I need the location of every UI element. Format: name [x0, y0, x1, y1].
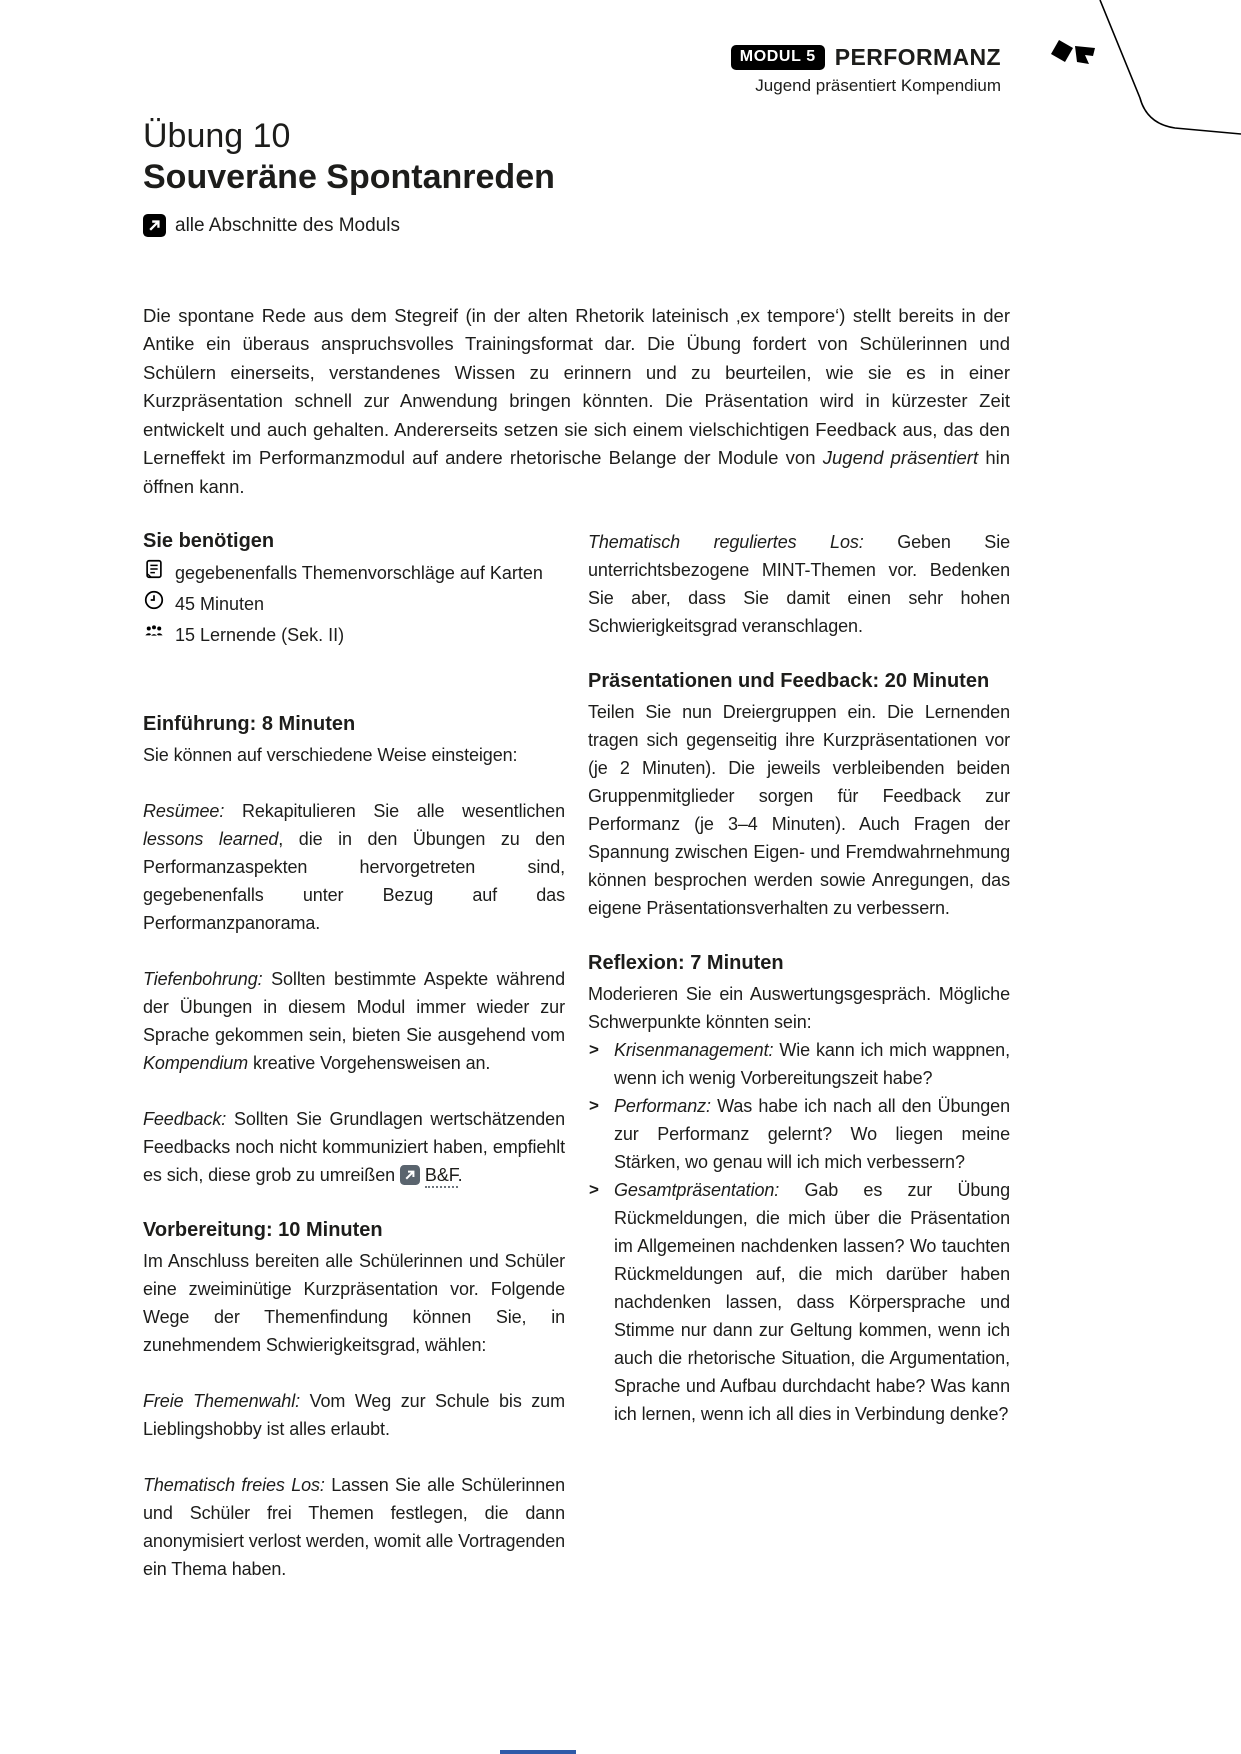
bullet-lead: Performanz:	[614, 1096, 711, 1116]
jugend-praesentiert-logo-icon	[1051, 40, 1095, 64]
resumee-text-end: , die in den Übungen zu den Performanzaspekten hervorgetreten sind, gegebenenfalls unter Bezug auf das Performanzpanorama.	[143, 829, 565, 933]
thematisch-reguliertes-los-text: Geben Sie unterrichtsbezogene MINT-Themen vor. Bedenken Sie aber, dass Sie damit einen sehr hohen Schwierigkeitsgrad veranschlagen.	[588, 532, 1010, 636]
tiefenbohrung-lead: Tiefenbohrung:	[143, 969, 263, 989]
einfuehrung-section	[143, 711, 565, 1189]
page-title	[143, 116, 555, 198]
reflexion-heading: Reflexion: 7 Minuten	[588, 952, 784, 974]
requirements-section	[143, 528, 565, 651]
arrow-up-right-icon	[400, 1165, 420, 1185]
resumee-italic-term: lessons learned	[143, 829, 279, 849]
chevron-bullet-icon: >	[589, 1040, 599, 1059]
requirement-item	[143, 620, 565, 651]
module-title: PERFORMANZ	[834, 44, 1001, 70]
intro-paragraph	[143, 302, 1010, 502]
resumee-lead: Resümee:	[143, 801, 225, 821]
header-subtitle: Jugend präsentiert Kompendium	[755, 76, 1001, 95]
praesentationen-body: Teilen Sie nun Dreiergruppen ein. Die Lernenden tragen sich gegenseitig ihre Kurzpräsentationen vor (je 2 Minuten). Die jeweils verbleibenden beiden Gruppenmitglieder sorgen für Feedback zur Performanz (je 3–4 Minuten). Auch Fragen der Spannung zwischen Eigen- und Fremdwahrnehmung können besprochen werden sowie Anregungen, das eigene Präsentationsverhalten zu verbessern.	[588, 702, 1010, 918]
arrow-up-right-icon	[143, 214, 166, 237]
left-column	[143, 528, 565, 1611]
requirement-label: gegebenenfalls Themenvorschläge auf Karten	[175, 563, 543, 583]
intro-italic-term: Jugend präsentiert	[822, 447, 979, 468]
requirement-label: 15 Lernende (Sek. II)	[175, 625, 345, 645]
reflexion-bullet-list	[588, 1036, 1010, 1428]
bullet-text: Gab es zur Übung Rückmeldungen, die mich über die Präsentation im Allgemeinen nachdenken lassen? Wo tauchten Rückmeldungen auf, die mich darüber haben nachdenken lassen, dass Körpersprache und Stimme nur dann zur Geltung kommen, wenn ich auch die rhetorische Situation, die Argumentation, Sprache und Aufbau durchdacht habe? Was kann ich lernen, wenn ich all dies in Verbindung denke?	[614, 1180, 1010, 1424]
vorbereitung-heading: Vorbereitung: 10 Minuten	[143, 1219, 383, 1241]
page-header	[731, 44, 1001, 96]
feedback-text-end: .	[457, 1165, 463, 1185]
requirements-heading: Sie benötigen	[143, 530, 275, 552]
feedback-paragraph	[143, 1105, 565, 1189]
thematisch-reguliertes-los-lead: Thematisch reguliertes Los:	[588, 532, 864, 552]
praesentationen-heading: Präsentationen und Feedback: 20 Minuten	[588, 670, 990, 692]
group-icon	[143, 620, 165, 651]
praesentationen-section	[588, 668, 1010, 922]
bullet-text: Was habe ich nach all den Übungen zur Performanz gelernt? Wo liegen meine Stärken, wo genau will ich mich verbessern?	[614, 1096, 1010, 1172]
chevron-bullet-icon: >	[589, 1180, 599, 1199]
bullet-text: Wie kann ich mich wappnen, wenn ich wenig Vorbereitungszeit habe?	[614, 1040, 1010, 1088]
reflexion-intro: Moderieren Sie ein Auswertungsgespräch. Mögliche Schwerpunkte könnten sein:	[588, 984, 1010, 1032]
content-columns	[143, 528, 1010, 1611]
requirement-item	[143, 589, 565, 620]
tiefenbohrung-paragraph	[143, 965, 565, 1077]
requirement-label: 45 Minuten	[175, 594, 265, 614]
vorbereitung-section	[143, 1217, 565, 1583]
einfuehrung-heading: Einführung: 8 Minuten	[143, 713, 356, 735]
feedback-text: Sollten Sie Grundlagen wertschätzenden Feedbacks noch nicht kommuniziert haben, empfiehlt es sich, diese grob zu umreißen	[143, 1109, 565, 1185]
vorbereitung-body: Im Anschluss bereiten alle Schülerinnen und Schüler eine zweiminütige Kurzpräsentation vor. Folgende Wege der Themenfindung können Sie, in zunehmendem Schwierigkeitsgrad, wählen:	[143, 1251, 565, 1355]
page-footer-mark	[500, 1750, 576, 1754]
intro-text-end: hin öffnen kann.	[143, 447, 1011, 497]
reflexion-section	[588, 950, 1010, 1428]
bf-link-label: B&F	[425, 1165, 458, 1188]
bf-link[interactable]	[400, 1165, 458, 1185]
clock-icon	[143, 589, 165, 620]
intro-text: Die spontane Rede aus dem Stegreif (in der alten Rhetorik lateinisch ‚ex tempore‘) stellt bereits in der Antike ein überaus anspruchsvolles Trainingsformat dar. Die Übung fordert von Schülerinnen und Schülern einerseits, verstandenes Wissen zu erinnern und zu beurteilen, wie sie es in einer Kurzpräsentation schnell zur Anwendung bringen könnten. Die Präsentation wird in kürzester Zeit entwickelt und auch gehalten. Andererseits setzen sie sich einem vielschichtigen Feedback aus, das den Lerneffekt im Performanzmodul auf andere rhetorische Belange der Module von	[143, 304, 1010, 468]
resumee-text: Rekapitulieren Sie alle wesentlichen	[224, 801, 565, 821]
einfuehrung-intro-line: Sie können auf verschiedene Weise einsteigen:	[143, 745, 518, 765]
module-sections-link-label: alle Abschnitte des Moduls	[175, 214, 400, 236]
reflexion-bullet	[588, 1176, 1010, 1428]
module-badge: MODUL 5	[731, 45, 825, 70]
exercise-name: Souveräne Spontanreden	[143, 158, 555, 196]
tiefenbohrung-italic-term: Kompendium	[143, 1053, 249, 1073]
module-header-row	[731, 44, 1001, 71]
module-sections-link[interactable]	[143, 214, 400, 237]
freie-themenwahl-lead: Freie Themenwahl:	[143, 1391, 301, 1411]
right-column	[588, 528, 1010, 1611]
bullet-lead: Krisenmanagement:	[614, 1040, 774, 1060]
resumee-paragraph	[143, 797, 565, 937]
reflexion-bullet	[588, 1092, 1010, 1176]
tiefenbohrung-text-end: kreative Vorgehensweisen an.	[248, 1053, 491, 1073]
thematisch-reguliertes-los-paragraph	[588, 528, 1010, 640]
reflexion-bullet	[588, 1036, 1010, 1092]
thematisch-freies-los-paragraph	[143, 1471, 565, 1583]
exercise-number: Übung 10	[143, 117, 291, 155]
thematisch-freies-los-text: Lassen Sie alle Schülerinnen und Schüler frei Themen festlegen, die dann anonymisiert verlost werden, womit alle Vortragenden ein Thema haben.	[143, 1475, 566, 1579]
chevron-bullet-icon: >	[589, 1096, 599, 1115]
freie-themenwahl-paragraph	[143, 1387, 565, 1443]
tiefenbohrung-text: Sollten bestimmte Aspekte während der Übungen in diesem Modul immer wieder zur Sprache gekommen sein, bieten Sie ausgehend vom	[143, 969, 565, 1045]
freie-themenwahl-text: Vom Weg zur Schule bis zum Lieblingshobby ist alles erlaubt.	[143, 1391, 565, 1439]
cards-icon	[143, 558, 165, 589]
corner-decoration	[991, 0, 1241, 140]
bullet-lead: Gesamtpräsentation:	[614, 1180, 780, 1200]
feedback-lead: Feedback:	[143, 1109, 227, 1129]
thematisch-freies-los-lead: Thematisch freies Los:	[143, 1475, 325, 1495]
requirement-item	[143, 558, 565, 589]
